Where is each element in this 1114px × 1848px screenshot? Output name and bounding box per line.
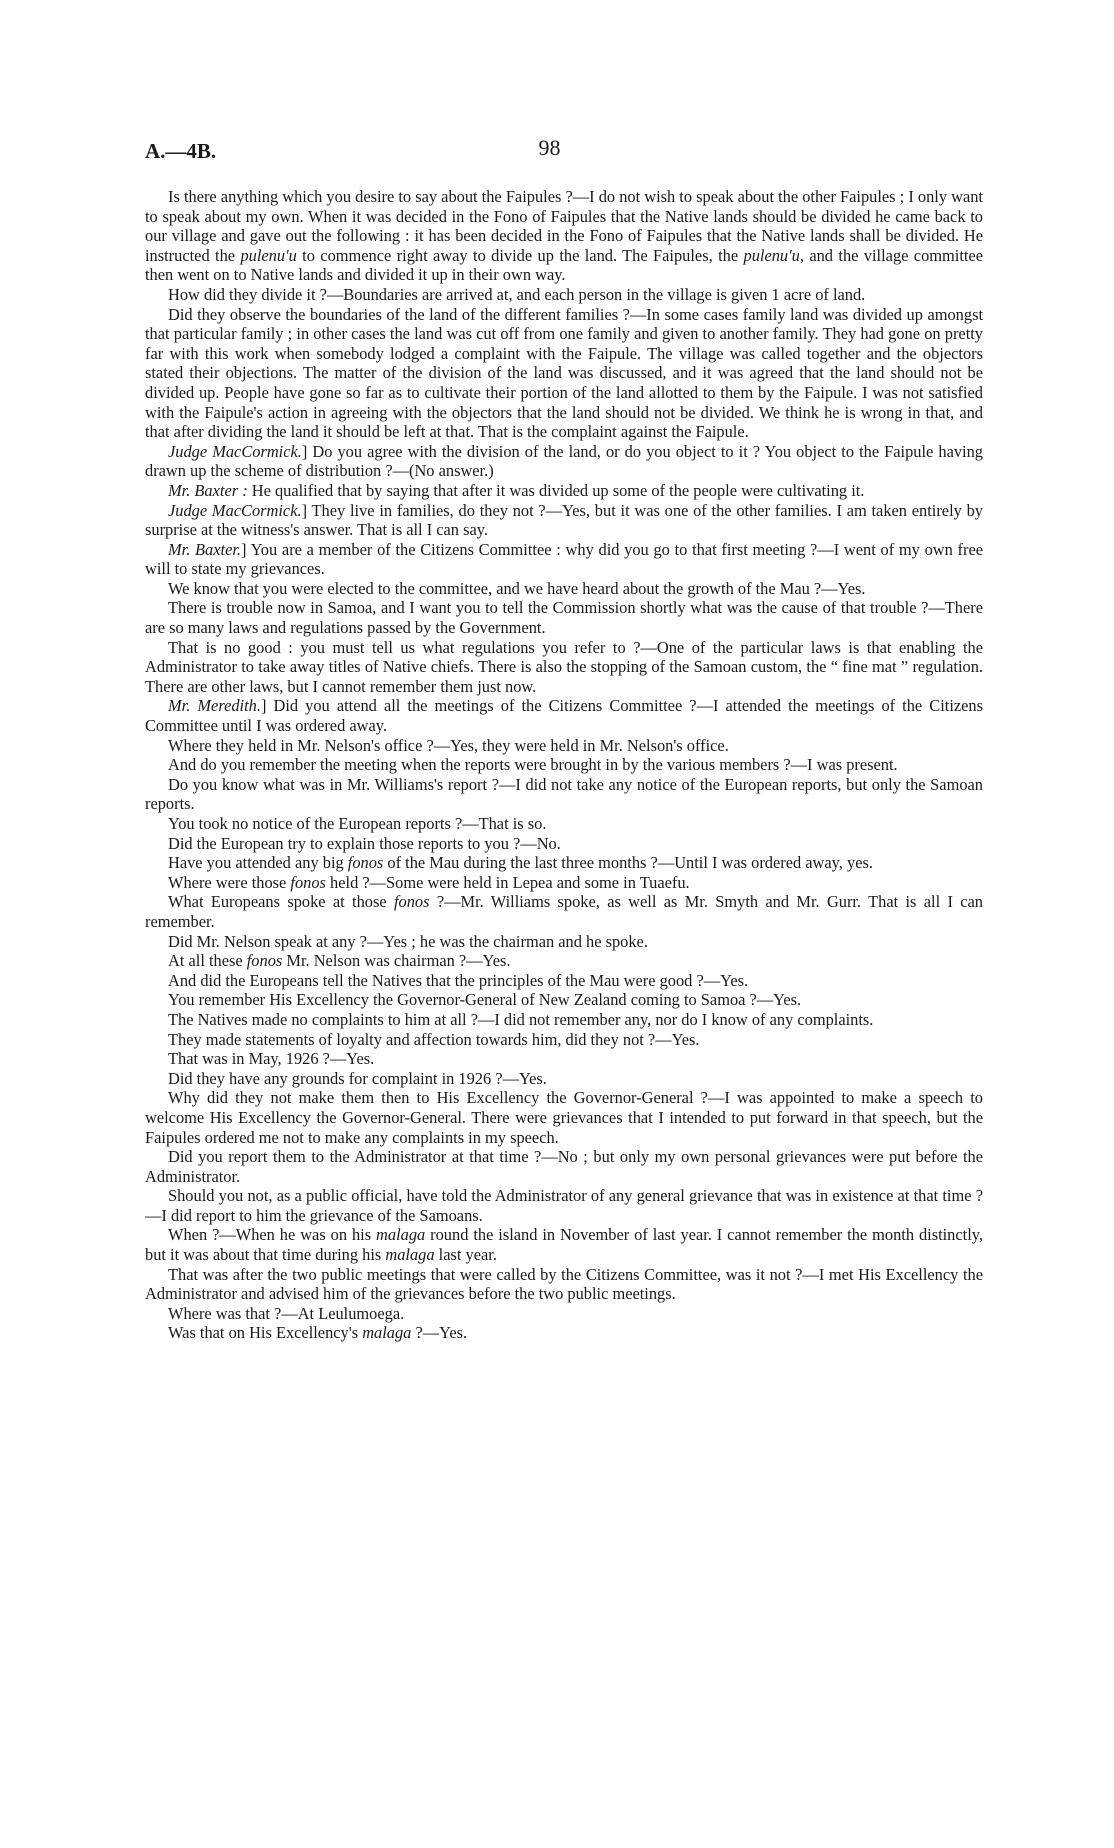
paragraph	[145, 775, 983, 814]
page-number: 98	[538, 135, 561, 160]
text-run: last year.	[434, 1245, 497, 1265]
paragraph	[145, 1010, 983, 1030]
italic-run: fonos	[246, 951, 283, 971]
paragraph	[145, 1088, 983, 1147]
text-run: ?—Mr. Williams spoke, as well as Mr. Smyth and Mr. Gurr. That is all I can remember.	[145, 892, 983, 931]
italic-run: pulenu'u	[240, 245, 297, 265]
text-run: The Natives made no complaints to him at all ?—I did not remember any, nor do I know of any complaints.	[168, 1009, 874, 1029]
text-run: There is trouble now in Samoa, and I want you to tell the Commission shortly what was the cause of that trouble ?—There are so many laws and regulations passed by the Government.	[145, 598, 983, 638]
text-run: And did the Europeans tell the Natives that the principles of the Mau were good ?—Yes.	[168, 970, 749, 990]
text-run: He qualified that by saying that after it was divided up some of the people were cultivating it.	[247, 480, 865, 500]
text-run: round the island in November of last year. I cannot remember the month distinctly, but it was about that time during his	[145, 1225, 983, 1265]
text-run: When ?—When he was on his	[168, 1225, 377, 1245]
page-header	[145, 135, 954, 167]
italic-run: Mr. Baxter.	[168, 539, 242, 559]
text-run: Was that on His Excellency's	[168, 1323, 363, 1343]
text-run: Where they held in Mr. Nelson's office ?—Yes, they were held in Mr. Nelson's office.	[168, 735, 729, 755]
italic-run: fonos	[290, 872, 326, 892]
italic-run: Judge MacCormick.	[168, 441, 302, 461]
text-run: You took no notice of the European reports ?—That is so.	[168, 814, 547, 833]
text-run: That is no good : you must tell us what regulations you refer to ?—One of the particular laws is that enabling the Administrator to take away titles of Native chiefs. There is also the stopping of the Samoan custom, the “ fine mat ” regulation. There are other laws, but I cannot remember them just now.	[145, 637, 983, 696]
text-run: , and the village committee then went on to Native lands and divided it up in their own way.	[145, 245, 983, 285]
paragraph	[145, 853, 983, 873]
paragraph	[145, 951, 983, 971]
italic-run: Mr. Meredith.	[168, 696, 261, 716]
text-run: ] Did you attend all the meetings of the Citizens Committee ?—I attended the meetings of the Citizens Committee until I was ordered away.	[145, 696, 983, 736]
text-run: That was in May, 1926 ?—Yes.	[168, 1049, 375, 1069]
text-run: Did you report them to the Administrator at that time ?—No ; but only my own personal grievances were put before the Administrator.	[145, 1147, 983, 1186]
paragraph	[145, 1147, 983, 1186]
paragraph	[145, 1186, 983, 1225]
text-run: Do you know what was in Mr. Williams's report ?—I did not take any notice of the European reports, but only the Samoan reports.	[145, 774, 983, 814]
text-run: What Europeans spoke at those	[168, 892, 394, 912]
paragraph	[145, 834, 983, 854]
text-run: Should you not, as a public official, have told the Administrator of any general grievance that was in existence at that time ?—I did report to him the grievance of the Samoans.	[145, 1186, 983, 1225]
text-run: of the Mau during the last three months ?—Until I was ordered away, yes.	[383, 853, 873, 873]
text-run: held ?—Some were held in Lepea and some in Tuaefu.	[325, 872, 690, 892]
text-run: That was after the two public meetings that were called by the Citizens Committee, was it not ?—I met His Excellency the Administrator and advised him of the grievances before the two public meetings.	[145, 1264, 983, 1304]
paragraph	[145, 755, 983, 775]
italic-run: malaga	[385, 1245, 435, 1265]
paragraph	[145, 932, 983, 952]
text-run: And do you remember the meeting when the reports were brought in by the various members ?—I was present.	[168, 755, 898, 775]
text-run: Mr. Nelson was chairman ?—Yes.	[282, 951, 511, 971]
paragraph	[145, 285, 983, 305]
paragraph	[145, 501, 983, 540]
text-run: ?—Yes.	[411, 1323, 468, 1343]
text-run: How did they divide it ?—Boundaries are arrived at, and each person in the village is given 1 acre of land.	[168, 284, 866, 304]
italic-run: Mr. Baxter :	[168, 480, 248, 500]
paragraph	[145, 736, 983, 756]
paragraph	[145, 1265, 983, 1304]
paragraph	[145, 990, 983, 1010]
text-run: At all these	[168, 951, 247, 971]
testimony-body	[145, 187, 983, 1343]
text-run: Did they have any grounds for complaint in 1926 ?—Yes.	[168, 1068, 547, 1088]
paragraph	[145, 540, 983, 579]
document-id: A.—4B.	[145, 139, 217, 163]
paragraph	[145, 187, 983, 285]
paragraph	[145, 1225, 983, 1264]
text-run: Have you attended any big	[168, 853, 348, 873]
paragraph	[145, 442, 983, 481]
paragraph	[145, 305, 983, 442]
text-run: Did the European try to explain those reports to you ?—No.	[168, 833, 561, 853]
text-run: ] Do you agree with the division of the land, or do you object to it ? You object to the Faipule having drawn up the scheme of distribution ?—(No answer.)	[145, 441, 983, 481]
paragraph	[145, 696, 983, 735]
text-run: Did Mr. Nelson speak at any ?—Yes ; he was the chairman and he spoke.	[168, 931, 648, 951]
italic-run: fonos	[347, 853, 384, 873]
text-run: You remember His Excellency the Governor-General of New Zealand coming to Samoa ?—Yes.	[168, 990, 802, 1010]
paragraph	[145, 481, 983, 501]
text-run: Why did they not make them then to His Excellency the Governor-General ?—I was appointed to make a speech to welcome His Excellency the Governor-General. There were grievances that I intended to put forward in that speech, but the Faipules ordered me not to make any complaints in my speech.	[145, 1088, 983, 1147]
paragraph	[145, 1049, 983, 1069]
italic-run: malaga	[362, 1323, 412, 1343]
paragraph	[145, 814, 983, 834]
paragraph	[145, 892, 983, 931]
paragraph	[145, 579, 983, 599]
italic-run: malaga	[376, 1225, 426, 1245]
text-run: Is there anything which you desire to say about the Faipules ?—I do not wish to speak about the other Faipules ; I only want to speak about my own. When it was decided in the Fono of Faipules that the Native lands should be divided he came back to our village and gave out the following : it has been decided in the Fono of Faipules that the Native lands shall be divided. He instructed the	[145, 187, 983, 265]
paragraph	[145, 638, 983, 697]
paragraph	[145, 1030, 983, 1050]
paragraph	[145, 873, 983, 893]
text-run: ] They live in families, do they not ?—Yes, but it was one of the other families. I am taken entirely by surprise at the witness's answer. That is all I can say.	[145, 500, 984, 540]
italic-run: Judge MacCormick.	[168, 500, 302, 520]
italic-run: fonos	[393, 892, 430, 912]
italic-run: pulenu'u	[743, 245, 800, 265]
text-run: ] You are a member of the Citizens Committee : why did you go to that first meeting ?—I went of my own free will to state my grievances.	[145, 539, 983, 579]
paragraph	[145, 1304, 983, 1324]
text-run: They made statements of loyalty and affection towards him, did they not ?—Yes.	[168, 1029, 700, 1049]
text-run: to commence right away to divide up the land. The Faipules, the	[296, 245, 744, 265]
paragraph	[145, 1069, 983, 1089]
text-run: We know that you were elected to the committee, and we have heard about the growth of the Mau ?—Yes.	[168, 578, 866, 598]
paragraph	[145, 598, 983, 637]
paragraph	[145, 971, 983, 991]
paragraph	[145, 1323, 983, 1343]
text-run: Where was that ?—At Leulumoega.	[168, 1303, 405, 1323]
text-run: Did they observe the boundaries of the land of the different families ?—In some cases family land was divided up amongst that particular family ; in other cases the land was cut off from one family and given to another family. They had gone on pretty far with this work when somebody lodged a complaint with the Faipule. The village was called together and the objectors stated their objections. The matter of the division of the land was discussed, and it was agreed that the land should not be divided up. People have gone so far as to cultivate their portion of the land allotted to them by the Faipule. I was not satisfied with the Faipule's action in agreeing with the objectors that the land should not be divided. We think he is wrong in that, and that after dividing the land it should be left at that. That is the complaint against the Faipule.	[145, 304, 983, 442]
text-run: Where were those	[168, 872, 291, 892]
